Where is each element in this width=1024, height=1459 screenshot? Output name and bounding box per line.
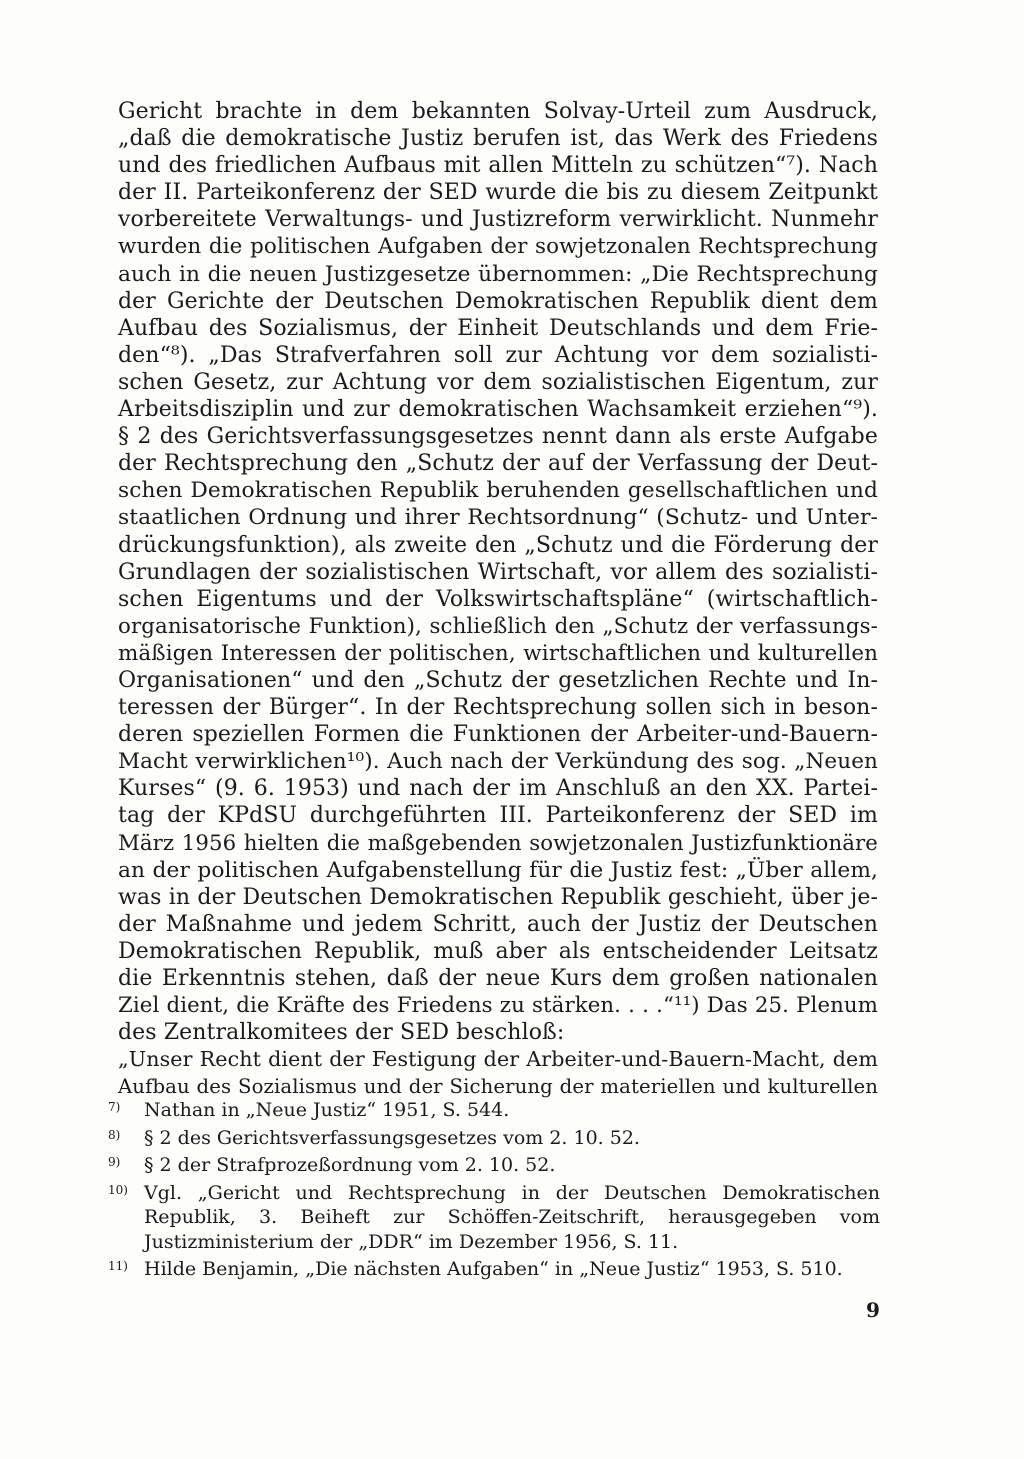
- footnote-marker: 11): [108, 1259, 128, 1273]
- text-line: auch in die neuen Justizgesetze übernommen: „Die Rechtsprechung: [118, 261, 878, 287]
- quote-line: Aufbau des Sozialismus und der Sicherung der materiellen und kulturellen: [118, 1075, 878, 1099]
- footnote-text: Republik, 3. Beiheft zur Schöffen-Zeitschrift, herausgegeben vom: [144, 1206, 880, 1228]
- footnotes: [108, 1098, 880, 1282]
- text-line: an der politischen Aufgabenstellung für die Justiz fest: „Über allem,: [118, 857, 878, 883]
- footnote-marker: 10): [108, 1182, 128, 1197]
- footnote-marker: 9): [108, 1155, 121, 1169]
- text-line: Ziel dient, die Kräfte des Friedens zu stärken. . . .“¹¹) Das 25. Plenum: [118, 993, 878, 1019]
- text-line: des Zentralkomitees der SED beschloß:: [118, 1020, 565, 1046]
- text-line: Kurses“ (9. 6. 1953) und nach der im Anschluß an den XX. Partei-: [118, 776, 878, 802]
- footnote-marker: 8): [108, 1127, 121, 1142]
- footnote-9: [108, 1153, 880, 1178]
- text-line: teressen der Bürger“. In der Rechtsprechung sollen sich in beson-: [118, 695, 878, 721]
- footnote-text: Justizministerium der „DDR“ im Dezember 1956, S. 11.: [144, 1230, 679, 1253]
- text-line: staatlichen Ordnung und ihrer Rechtsordnung“ (Schutz- und Unter-: [118, 505, 878, 531]
- quote-line: „Unser Recht dient der Festigung der Arbeiter-und-Bauern-Macht, dem: [118, 1047, 878, 1072]
- footnote-11: [108, 1257, 880, 1282]
- footnote-marker: 7): [108, 1100, 121, 1114]
- footnote-text: Vgl. „Gericht und Rechtsprechung in der Deutschen Demokratischen: [144, 1181, 880, 1204]
- footnote-text: § 2 der Strafprozeßordnung vom 2. 10. 52.: [144, 1154, 556, 1176]
- text-line: organisatorische Funktion), schließlich den „Schutz der verfassungs-: [118, 613, 878, 639]
- text-line: „daß die demokratische Justiz berufen ist, das Werk des Friedens: [118, 126, 878, 152]
- text-line: der Maßnahme und jedem Schritt, auch der Justiz der Deutschen: [118, 911, 878, 937]
- text-line: schen Gesetz, zur Achtung vor dem sozialistischen Eigentum, zur: [118, 369, 878, 395]
- text-line: Aufbau des Sozialismus, der Einheit Deutschlands und dem Frie-: [118, 315, 878, 341]
- text-line: vorbereitete Verwaltungs- und Justizreform verwirklicht. Nunmehr: [118, 207, 878, 233]
- text-line: den“⁸). „Das Strafverfahren soll zur Achtung vor dem sozialisti-: [118, 342, 878, 368]
- text-line: Macht verwirklichen¹⁰). Auch nach der Verkündung des sog. „Neuen: [118, 749, 878, 775]
- text-line: Arbeitsdisziplin und zur demokratischen Wachsamkeit erziehen“⁹).: [118, 397, 878, 423]
- text-line: März 1956 hielten die maßgebenden sowjetzonalen Justizfunktionäre: [118, 830, 878, 856]
- text-line: wurden die politischen Aufgaben der sowjetzonalen Rechtsprechung: [118, 234, 878, 260]
- text-line: Organisationen“ und den „Schutz der gesetzlichen Rechte und In-: [118, 667, 878, 693]
- text-line: was in der Deutschen Demokratischen Republik geschieht, über je-: [118, 884, 878, 910]
- text-line: drückungsfunktion), als zweite den „Schutz und die Förderung der: [118, 532, 878, 558]
- text-line: schen Demokratischen Republik beruhenden gesellschaftlichen und: [118, 478, 878, 504]
- footnote-10: [108, 1181, 880, 1255]
- text-line: Grundlagen der sozialistischen Wirtschaft, vor allem des sozialisti-: [118, 559, 878, 585]
- main-text-block: [118, 98, 878, 1100]
- footnote-text: Nathan in „Neue Justiz“ 1951, S. 544.: [144, 1099, 510, 1121]
- footnote-text: § 2 des Gerichtsverfassungsgesetzes vom 2. 10. 52.: [144, 1126, 640, 1149]
- text-line: mäßigen Interessen der politischen, wirtschaftlichen und kulturellen: [118, 640, 878, 666]
- text-line: und des friedlichen Aufbaus mit allen Mitteln zu schützen“⁷). Nach: [118, 153, 878, 179]
- text-line: Demokratischen Republik, muß aber als entscheidender Leitsatz: [118, 938, 878, 964]
- text-line: deren speziellen Formen die Funktionen der Arbeiter-und-Bauern-: [118, 722, 878, 748]
- text-line: § 2 des Gerichtsverfassungsgesetzes nennt dann als erste Aufgabe: [118, 424, 878, 450]
- page-number: 9: [866, 1298, 880, 1322]
- text-line: schen Eigentums und der Volkswirtschaftspläne“ (wirtschaftlich-: [118, 586, 878, 612]
- text-line: der II. Parteikonferenz der SED wurde die bis zu diesem Zeitpunkt: [118, 180, 878, 206]
- text-line: der Rechtsprechung den „Schutz der auf der Verfassung der Deut-: [118, 451, 878, 477]
- footnote-7: [108, 1098, 880, 1123]
- text-line: die Erkenntnis stehen, daß der neue Kurs dem großen nationalen: [118, 966, 878, 991]
- text-line: der Gerichte der Deutschen Demokratischen Republik dient dem: [118, 288, 878, 314]
- text-line: Gericht brachte in dem bekannten Solvay-Urteil zum Ausdruck,: [118, 99, 878, 124]
- text-line: tag der KPdSU durchgeführten III. Parteikonferenz der SED im: [118, 803, 878, 829]
- footnote-8: [108, 1126, 880, 1151]
- footnote-text: Hilde Benjamin, „Die nächsten Aufgaben“ in „Neue Justiz“ 1953, S. 510.: [144, 1258, 843, 1280]
